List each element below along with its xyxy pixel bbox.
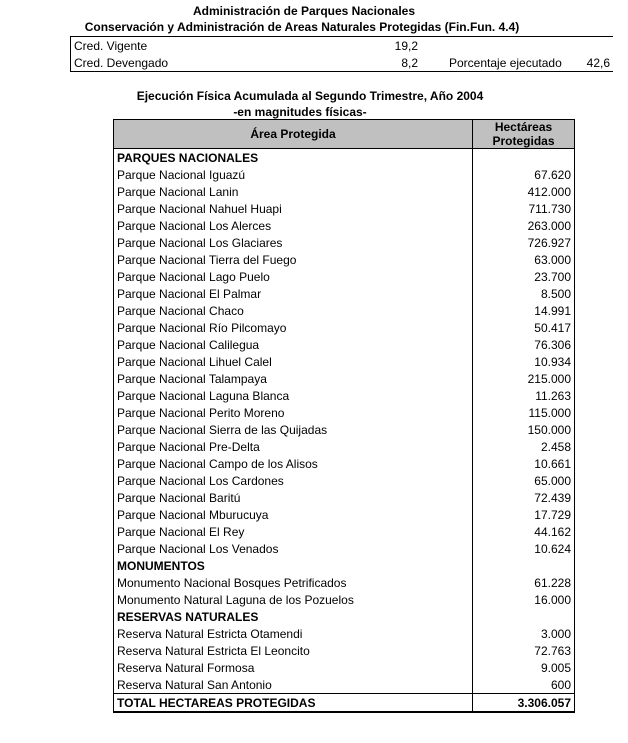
area-name: Monumento Nacional Bosques Petrificados bbox=[114, 574, 473, 591]
area-name: Parque Nacional Nahuel Huapi bbox=[114, 200, 473, 217]
area-name: Parque Nacional Pre-Delta bbox=[114, 438, 473, 455]
area-hectares: 14.991 bbox=[473, 302, 575, 319]
area-name: Reserva Natural Estricta Otamendi bbox=[114, 625, 473, 642]
area-name: Parque Nacional El Palmar bbox=[114, 285, 473, 302]
section-row bbox=[114, 608, 575, 625]
section-empty-cell bbox=[473, 608, 575, 625]
area-name: Parque Nacional Calilegua bbox=[114, 336, 473, 353]
cred-devengado-value: 8,2 bbox=[401, 55, 418, 70]
table-row bbox=[114, 489, 575, 506]
area-hectares: 8.500 bbox=[473, 285, 575, 302]
table-row bbox=[114, 319, 575, 336]
section-title-cell: PARQUES NACIONALES bbox=[114, 149, 473, 167]
area-name: Parque Nacional Los Venados bbox=[114, 540, 473, 557]
table-row bbox=[114, 676, 575, 694]
area-name: Parque Nacional Laguna Blanca bbox=[114, 387, 473, 404]
area-hectares: 50.417 bbox=[473, 319, 575, 336]
porcentaje-value: 42,6 bbox=[586, 55, 610, 70]
table-row bbox=[114, 659, 575, 676]
area-name: Parque Nacional Iguazú bbox=[114, 166, 473, 183]
table-row bbox=[114, 574, 575, 591]
area-name: Reserva Natural San Antonio bbox=[114, 676, 473, 694]
table-row bbox=[114, 166, 575, 183]
table-row bbox=[114, 506, 575, 523]
cred-vigente-label: Cred. Vigente bbox=[71, 37, 386, 55]
table-row bbox=[114, 353, 575, 370]
total-row bbox=[114, 694, 575, 713]
table-row bbox=[114, 438, 575, 455]
area-hectares: 11.263 bbox=[473, 387, 575, 404]
section-row bbox=[114, 557, 575, 574]
table-row bbox=[114, 472, 575, 489]
area-hectares: 412.000 bbox=[473, 183, 575, 200]
area-name: Parque Nacional Lanin bbox=[114, 183, 473, 200]
area-hectares: 76.306 bbox=[473, 336, 575, 353]
section-title: Ejecución Física Acumulada al Segundo Trimestre, Año 2004 bbox=[136, 89, 484, 103]
area-hectares: 23.700 bbox=[473, 268, 575, 285]
table-row bbox=[114, 370, 575, 387]
area-hectares: 600 bbox=[473, 676, 575, 694]
area-name: Monumento Natural Laguna de los Pozuelos bbox=[114, 591, 473, 608]
area-hectares: 3.000 bbox=[473, 625, 575, 642]
area-name: Reserva Natural Estricta El Leoncito bbox=[114, 642, 473, 659]
area-name: Parque Nacional Perito Moreno bbox=[114, 404, 473, 421]
table-row bbox=[114, 642, 575, 659]
total-value: 3.306.057 bbox=[473, 694, 575, 713]
area-hectares: 17.729 bbox=[473, 506, 575, 523]
area-name: Parque Nacional Los Cardones bbox=[114, 472, 473, 489]
table-row bbox=[114, 455, 575, 472]
area-hectares: 72.763 bbox=[473, 642, 575, 659]
table-row bbox=[114, 217, 575, 234]
area-hectares: 150.000 bbox=[473, 421, 575, 438]
area-hectares: 63.000 bbox=[473, 251, 575, 268]
area-hectares: 16.000 bbox=[473, 591, 575, 608]
table-row bbox=[114, 404, 575, 421]
area-name: Parque Nacional Río Pilcomayo bbox=[114, 319, 473, 336]
area-name: Parque Nacional Baritú bbox=[114, 489, 473, 506]
section-subtitle: -en magnitudes físicas- bbox=[233, 105, 367, 119]
area-hectares: 10.934 bbox=[473, 353, 575, 370]
area-hectares: 726.927 bbox=[473, 234, 575, 251]
column-header-hectares-line1: Hectáreas bbox=[494, 120, 553, 134]
area-hectares: 2.458 bbox=[473, 438, 575, 455]
section-title-cell: MONUMENTOS bbox=[114, 557, 473, 574]
table-row bbox=[114, 540, 575, 557]
table-row bbox=[114, 625, 575, 642]
area-name: Parque Nacional Chaco bbox=[114, 302, 473, 319]
area-name: Parque Nacional El Rey bbox=[114, 523, 473, 540]
area-hectares: 10.661 bbox=[473, 455, 575, 472]
area-hectares: 263.000 bbox=[473, 217, 575, 234]
porcentaje-label: Porcentaje ejecutado bbox=[449, 55, 562, 70]
table-row bbox=[114, 523, 575, 540]
area-hectares: 65.000 bbox=[473, 472, 575, 489]
area-name: Parque Nacional Tierra del Fuego bbox=[114, 251, 473, 268]
table-row bbox=[114, 336, 575, 353]
table-row bbox=[114, 251, 575, 268]
credits-table bbox=[70, 36, 613, 72]
table-row bbox=[114, 285, 575, 302]
cred-devengado-label: Cred. Devengado bbox=[71, 54, 386, 72]
area-name: Parque Nacional Los Alerces bbox=[114, 217, 473, 234]
table-row bbox=[114, 591, 575, 608]
page-subtitle: Conservación y Administración de Areas Naturales Protegidas (Fin.Fun. 4.4) bbox=[84, 20, 520, 34]
area-hectares: 67.620 bbox=[473, 166, 575, 183]
area-hectares: 72.439 bbox=[473, 489, 575, 506]
area-name: Reserva Natural Formosa bbox=[114, 659, 473, 676]
area-name: Parque Nacional Los Glaciares bbox=[114, 234, 473, 251]
section-title-cell: RESERVAS NATURALES bbox=[114, 608, 473, 625]
cred-vigente-value: 19,2 bbox=[394, 38, 418, 53]
table-row bbox=[114, 234, 575, 251]
section-empty-cell bbox=[473, 557, 575, 574]
area-hectares: 711.730 bbox=[473, 200, 575, 217]
column-header-area: Área Protegida bbox=[114, 120, 473, 149]
area-name: Parque Nacional Talampaya bbox=[114, 370, 473, 387]
area-name: Parque Nacional Mburucuya bbox=[114, 506, 473, 523]
table-row bbox=[114, 421, 575, 438]
area-name: Parque Nacional Sierra de las Quijadas bbox=[114, 421, 473, 438]
protected-areas-table bbox=[113, 119, 575, 713]
section-empty-cell bbox=[473, 149, 575, 167]
section-row bbox=[114, 149, 575, 167]
area-hectares: 61.228 bbox=[473, 574, 575, 591]
table-row bbox=[114, 200, 575, 217]
column-header-hectares-line2: Protegidas bbox=[492, 134, 555, 148]
area-hectares: 115.000 bbox=[473, 404, 575, 421]
table-row bbox=[114, 183, 575, 200]
area-hectares: 9.005 bbox=[473, 659, 575, 676]
area-hectares: 44.162 bbox=[473, 523, 575, 540]
area-name: Parque Nacional Campo de los Alisos bbox=[114, 455, 473, 472]
table-row bbox=[114, 302, 575, 319]
table-row bbox=[114, 387, 575, 404]
table-row bbox=[114, 268, 575, 285]
area-name: Parque Nacional Lihuel Calel bbox=[114, 353, 473, 370]
total-label: TOTAL HECTAREAS PROTEGIDAS bbox=[114, 694, 473, 713]
area-hectares: 10.624 bbox=[473, 540, 575, 557]
page-title: Administración de Parques Nacionales bbox=[192, 4, 416, 18]
area-name: Parque Nacional Lago Puelo bbox=[114, 268, 473, 285]
column-header-hectares bbox=[473, 120, 575, 149]
area-hectares: 215.000 bbox=[473, 370, 575, 387]
